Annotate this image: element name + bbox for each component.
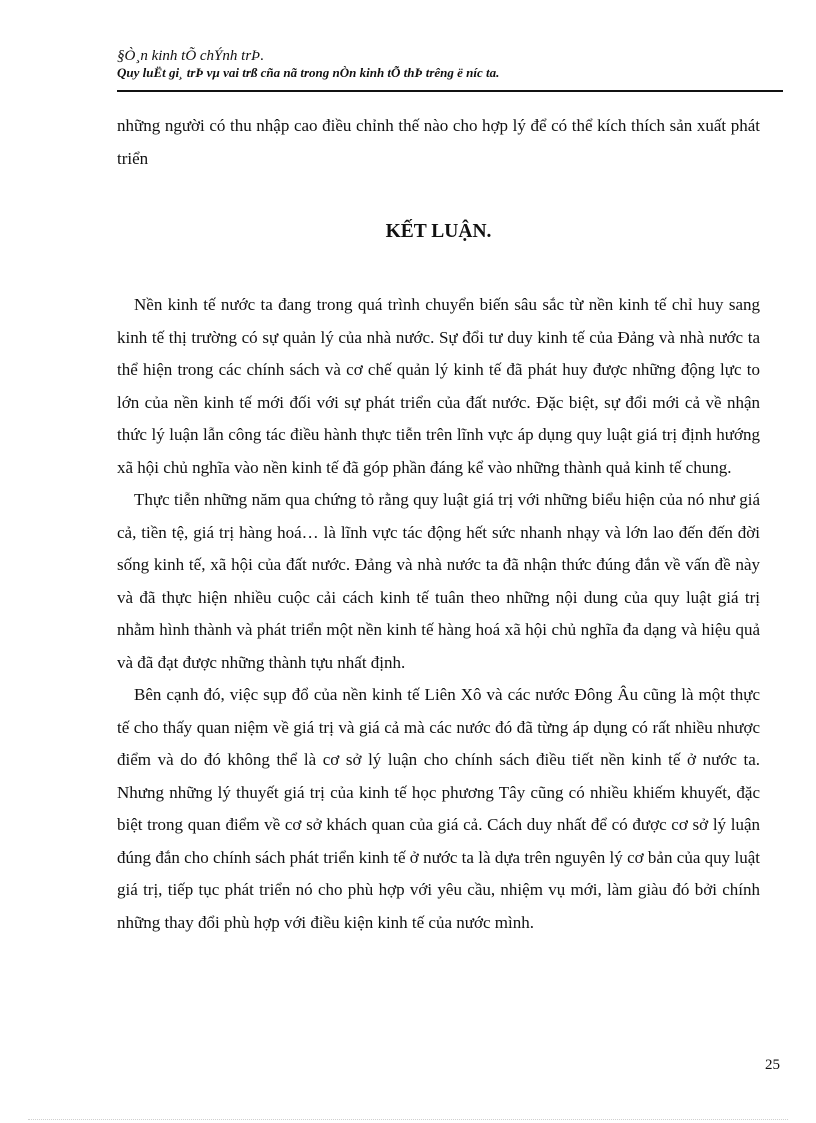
header-topic-title: Quy luËt gi¸ trÞ vµ vai trß cña nã trong nÒn kinh tÕ thÞ trêng ë níc ta. [117, 65, 500, 80]
body-paragraph-3: Bên cạnh đó, việc sụp đổ của nền kinh tế Liên Xô và các nước Đông Âu cũng là một thực tế cho thấy quan niệm về giá trị và giá cả mà các nước đó đã từng áp dụng có rất nhiều nhược điểm và do đó không thể là cơ sở lý luận cho chính sách điều tiết nền kinh tế ở nước ta. Nhưng những lý thuyết giá trị của kinh tế học phương Tây cũng có nhiều khiếm khuyết, đặc biệt trong quan điểm về cơ sở khách quan của giá cả. Cách duy nhất để có được cơ sở lý luận đúng đắn cho chính sách phát triển kinh tế ở nước ta là dựa trên nguyên lý cơ bản của quy luật giá trị, tiếp tục phát triển nó cho phù hợp với yêu cầu, nhiệm vụ mới, làm giàu đó bởi chính những thay đổi phù hợp với điều kiện kinh tế của nước mình. [117, 685, 760, 932]
body-paragraph-1: Nền kinh tế nước ta đang trong quá trình chuyển biến sâu sắc từ nền kinh tế chỉ huy sang kinh tế thị trường có sự quản lý của nhà nước. Sự đổi tư duy kinh tế của Đảng và nhà nước ta thể hiện trong các chính sách và cơ chế quản lý kinh tế đã phát huy được những động lực to lớn của nền kinh tế mới đối với sự phát triển của đất nước. Đặc biệt, sự đổi mới cả về nhận thức lý luận lẫn công tác điều hành thực tiễn trên lĩnh vực áp dụng quy luật giá trị định hướng xã hội chủ nghĩa vào nền kinh tế đã góp phần đáng kể vào những thành quả kinh tế chung. [117, 295, 760, 477]
header-divider [117, 90, 783, 92]
running-header [117, 47, 783, 81]
intro-paragraph: những người có thu nhập cao điều chỉnh thế nào cho hợp lý để có thể kích thích sản xuất phát triển [117, 116, 760, 168]
body-paragraph-2: Thực tiễn những năm qua chứng tỏ rằng quy luật giá trị với những biểu hiện của nó như giá cả, tiền tệ, giá trị hàng hoá… là lĩnh vực tác động hết sức nhanh nhạy và lớn lao đến đến đời sống kinh tế, xã hội của đất nước. Đảng và nhà nước ta đã nhận thức đúng đắn về vấn đề này và đã thực hiện nhiều cuộc cải cách kinh tế tuân theo những nội dung của quy luật giá trị nhằm hình thành và phát triển một nền kinh tế hàng hoá xã hội chủ nghĩa đa dạng và hiệu quả và đã đạt được những thành tựu nhất định. [117, 490, 760, 672]
footer-dotted-line [28, 1119, 788, 1120]
header-course-title: §Ò¸n kinh tÕ chÝnh trÞ. [117, 48, 265, 64]
page-body [117, 110, 760, 939]
section-title: KẾT LUẬN. [385, 221, 492, 242]
page-number: 25 [765, 1057, 780, 1073]
